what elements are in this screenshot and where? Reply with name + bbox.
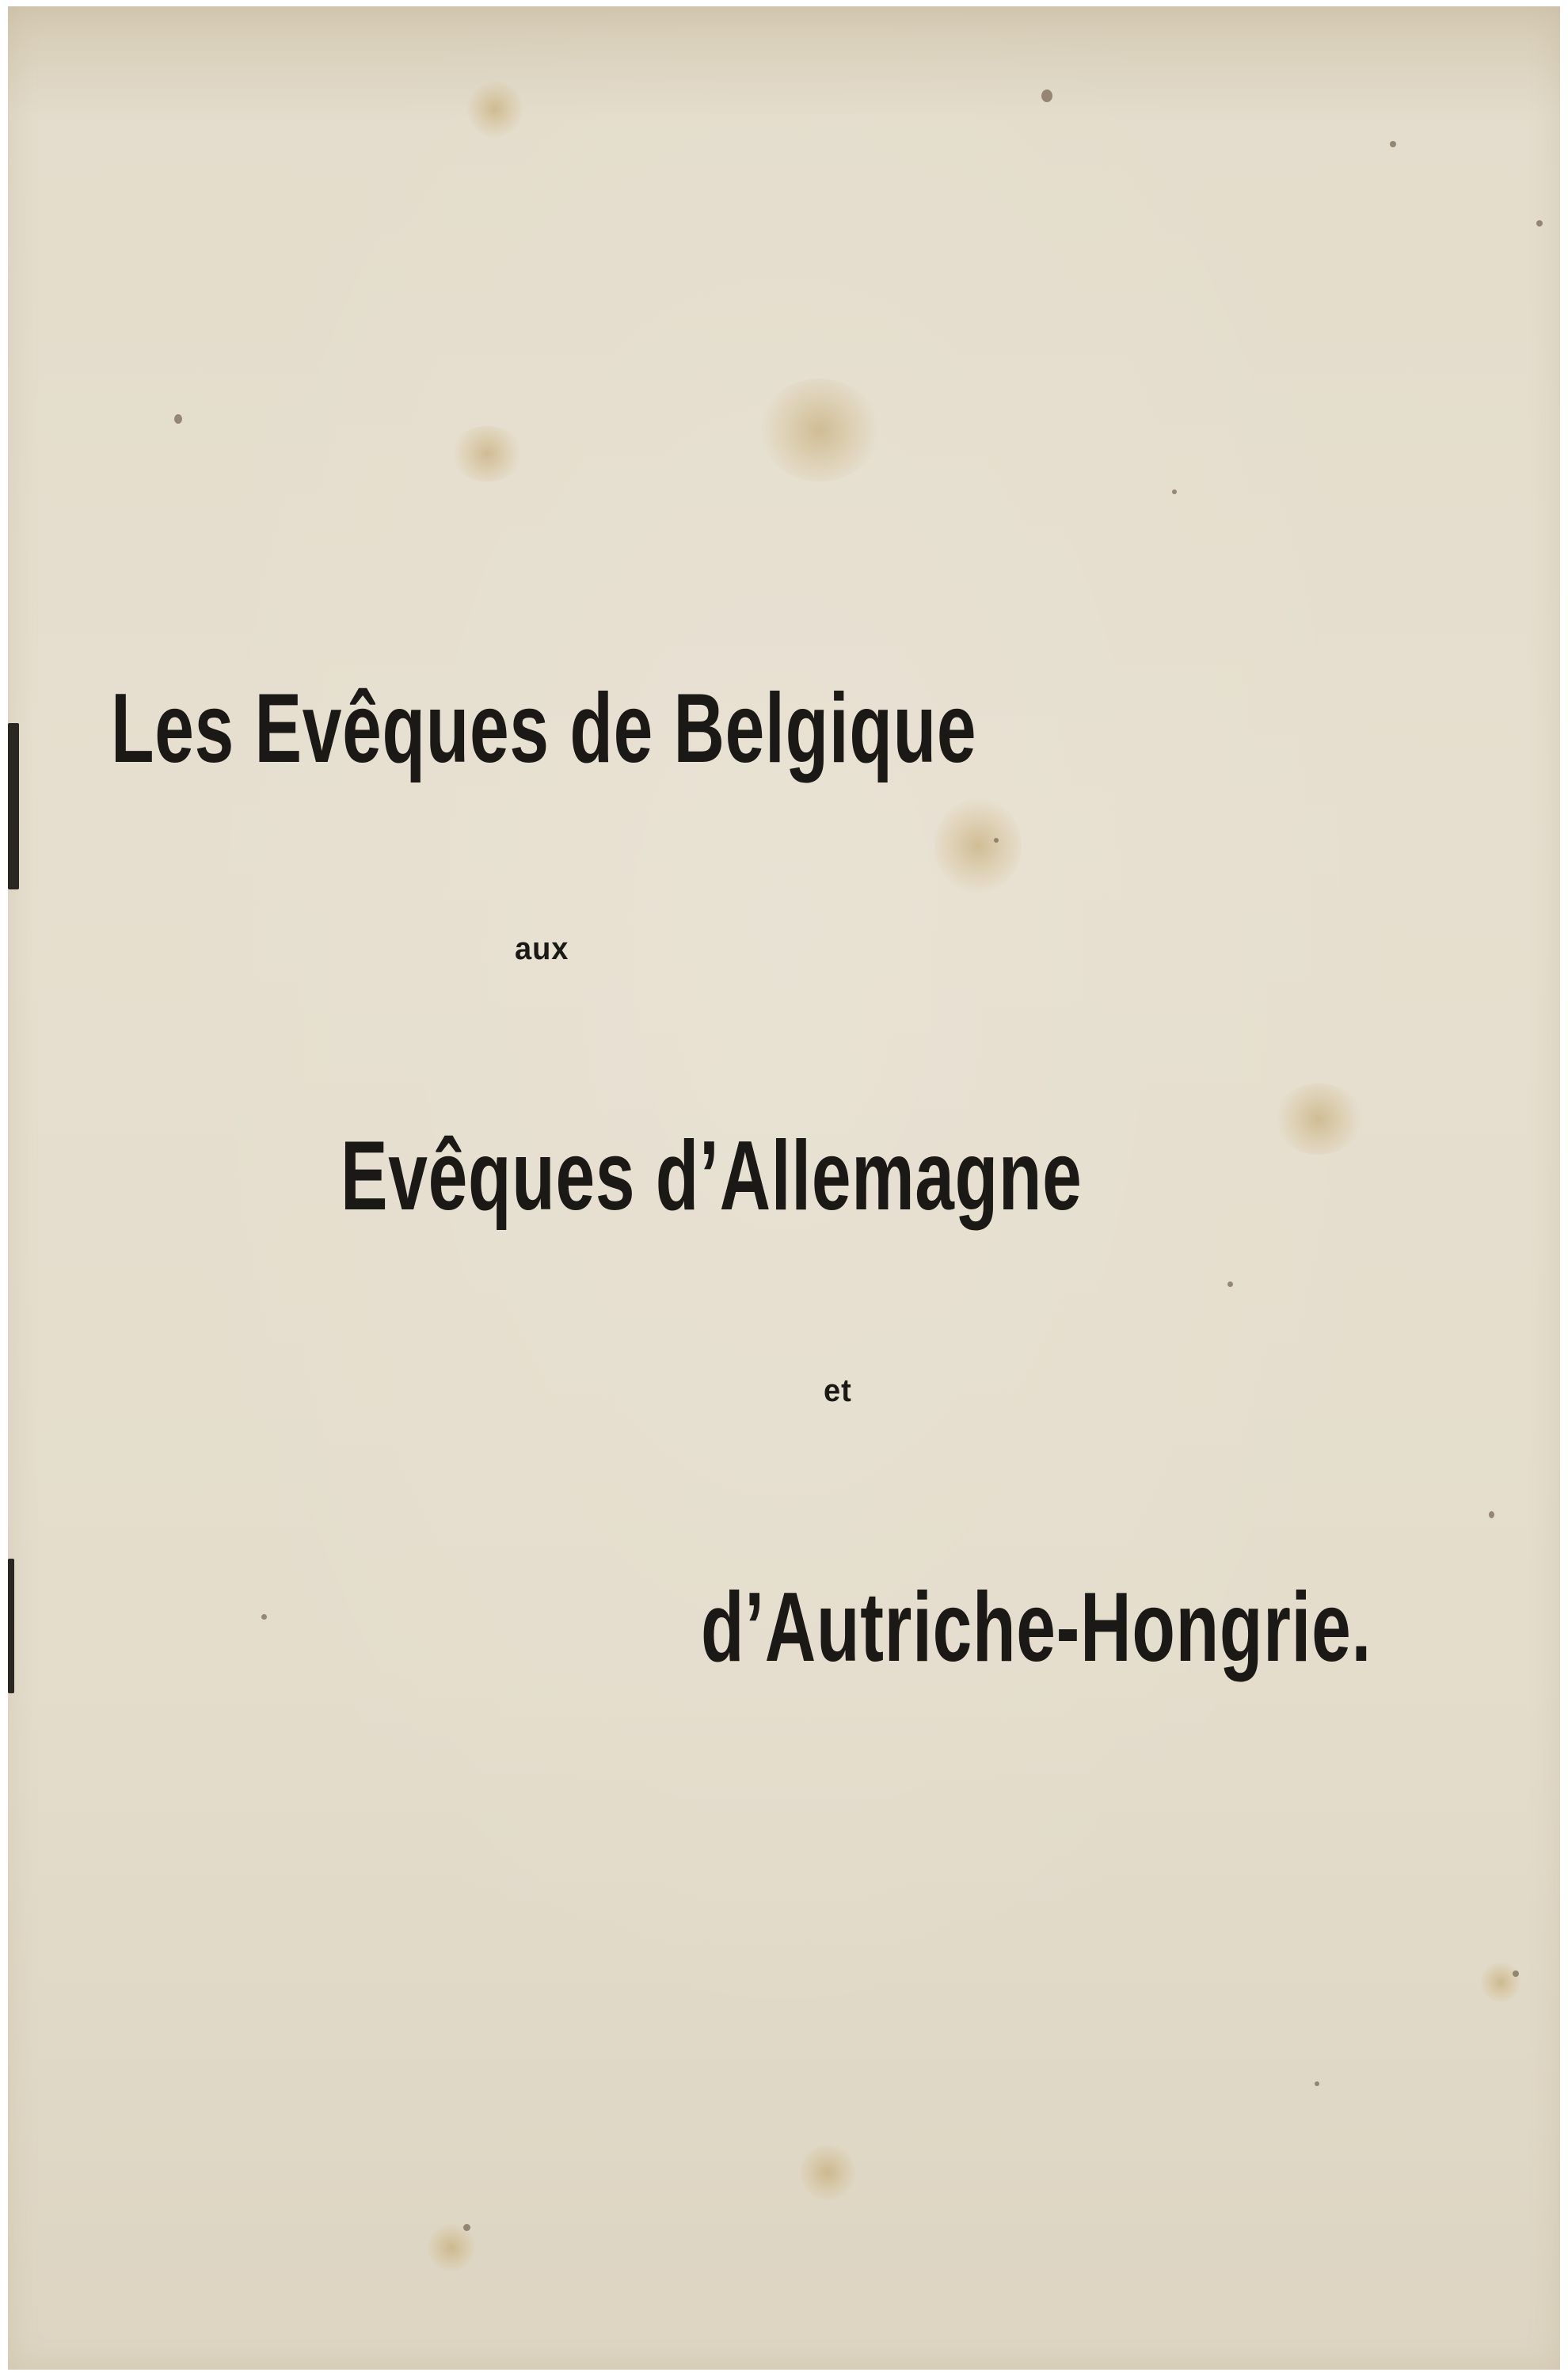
paper-stain xyxy=(467,82,523,137)
connector-aux: aux xyxy=(515,931,569,966)
paper-stain xyxy=(800,2145,855,2200)
binding-shadow xyxy=(8,723,19,889)
paper-stain xyxy=(451,426,523,482)
paper-speck xyxy=(174,414,182,424)
paper-speck xyxy=(1513,1970,1519,1977)
paper-speck xyxy=(463,2224,470,2231)
paper-stain xyxy=(1481,1963,1520,2002)
paper-speck xyxy=(1227,1281,1233,1287)
paper-speck xyxy=(1172,489,1177,494)
paper-speck xyxy=(994,838,999,843)
paper-speck xyxy=(1390,141,1396,147)
title-line-2: Evêques d’Allemagne xyxy=(341,1121,1083,1231)
paper-stain xyxy=(760,379,879,482)
title-line-1: Les Evêques de Belgique xyxy=(111,674,977,783)
paper-speck xyxy=(1315,2081,1319,2086)
pamphlet-cover xyxy=(8,6,1560,2370)
paper-speck xyxy=(261,1614,267,1620)
paper-stain xyxy=(428,2224,475,2271)
paper-stain xyxy=(934,798,1022,893)
connector-et: et xyxy=(824,1373,852,1408)
title-line-3: d’Autriche-Hongrie. xyxy=(701,1573,1372,1682)
paper-speck xyxy=(1489,1511,1494,1518)
paper-stain xyxy=(1275,1083,1362,1155)
paper-speck xyxy=(1041,89,1052,102)
paper-speck xyxy=(1536,220,1543,227)
binding-shadow xyxy=(8,1559,14,1693)
